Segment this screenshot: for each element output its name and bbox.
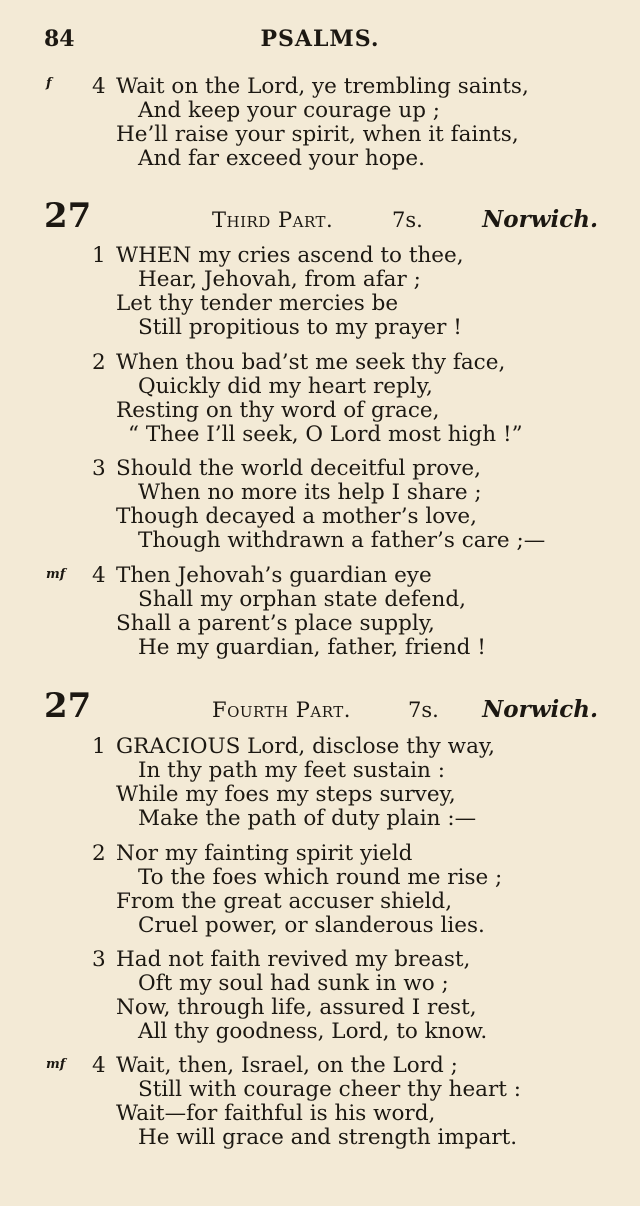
verse-line: Wait—for faithful is his word,: [116, 1101, 436, 1126]
verse-line: Wait on the Lord, ye trembling saints,: [116, 74, 529, 99]
tune-name: Norwich.: [482, 206, 598, 233]
part-title: Third Part.: [212, 208, 334, 232]
verse-line: Now, through life, assured I rest,: [116, 995, 477, 1020]
section-heading-third-part: [0, 196, 640, 242]
verse-line: Wait, then, Israel, on the Lord ;: [116, 1053, 458, 1078]
verse-number: 1: [92, 243, 106, 268]
verse-line: All thy goodness, Lord, to know.: [138, 1019, 488, 1044]
verse-number: 3: [92, 456, 106, 481]
psalm-number: 27: [44, 196, 92, 236]
verse-line: While my foes my steps survey,: [116, 782, 456, 807]
verse-line: Make the path of duty plain :—: [138, 806, 477, 831]
verse-line: Though withdrawn a father’s care ;—: [138, 528, 546, 553]
verse-line: He my guardian, father, friend !: [138, 635, 486, 660]
verse-line: Oft my soul had sunk in wo ;: [138, 971, 449, 996]
dynamic-marking: f: [46, 76, 52, 91]
verse-line: Still propitious to my prayer !: [138, 315, 462, 340]
verse-line: To the foes which round me rise ;: [138, 865, 503, 890]
verse-number: 4: [92, 563, 106, 588]
page-header: [0, 26, 640, 56]
verse-line: Then Jehovah’s guardian eye: [116, 563, 432, 588]
verse-line: When no more its help I share ;: [138, 480, 482, 505]
section-heading-fourth-part: [0, 686, 640, 732]
tune-name: Norwich.: [482, 696, 598, 723]
verse-number: 4: [92, 1053, 106, 1078]
verse-line: Had not faith revived my breast,: [116, 947, 471, 972]
verse-number: 4: [92, 74, 106, 99]
verse-line: And keep your courage up ;: [138, 98, 441, 123]
verse-number: 1: [92, 734, 106, 759]
meter: 7s.: [392, 208, 423, 232]
verse-line: Quickly did my heart reply,: [138, 374, 433, 399]
part-title: Fourth Part.: [212, 698, 351, 722]
page-number: 84: [44, 26, 75, 52]
verse-line: He’ll raise your spirit, when it faints,: [116, 122, 519, 147]
verse-line: He will grace and strength impart.: [138, 1125, 518, 1150]
verse-line: GRACIOUS Lord, disclose thy way,: [116, 734, 496, 759]
verse-line: Though decayed a mother’s love,: [116, 504, 477, 529]
verse-number: 2: [92, 350, 106, 375]
verse-line: Hear, Jehovah, from afar ;: [138, 267, 421, 292]
verse-line: And far exceed your hope.: [138, 146, 425, 171]
verse-number: 2: [92, 841, 106, 866]
psalm-number: 27: [44, 686, 92, 726]
verse-line: Shall a parent’s place supply,: [116, 611, 435, 636]
meter: 7s.: [408, 698, 439, 722]
verse-line: Let thy tender mercies be: [116, 291, 399, 316]
verse-line: Nor my fainting spirit yield: [116, 841, 413, 866]
running-title: PSALMS.: [260, 26, 380, 52]
verse-line: From the great accuser shield,: [116, 889, 453, 914]
verse-number: 3: [92, 947, 106, 972]
verse-line: Cruel power, or slanderous lies.: [138, 913, 485, 938]
verse-line: Shall my orphan state defend,: [138, 587, 466, 612]
verse-line: Still with courage cheer thy heart :: [138, 1077, 521, 1102]
verse-line: Should the world deceitful prove,: [116, 456, 481, 481]
verse-line: Resting on thy word of grace,: [116, 398, 440, 423]
dynamic-marking: mf: [46, 567, 66, 582]
verse-line: When thou bad’st me seek thy face,: [116, 350, 506, 375]
verse-line: In thy path my feet sustain :: [138, 758, 445, 783]
dynamic-marking: mf: [46, 1057, 66, 1072]
verse-line: WHEN my cries ascend to thee,: [116, 243, 464, 268]
verse-line: “ Thee I’ll seek, O Lord most high !”: [128, 422, 523, 447]
